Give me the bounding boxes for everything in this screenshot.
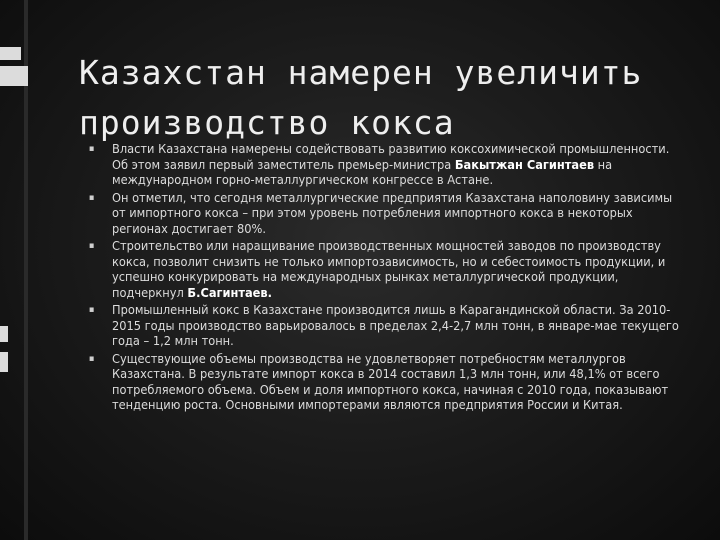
slide-title-line: производство кокса <box>79 103 455 142</box>
list-item <box>88 302 688 349</box>
bullet-text: Строительство или наращивание производственных мощностей заводов по производству кокса, позволит снизить не только импортозависимость, но и себестоимость продукции, и успешно конкурировать на международных рынках металлургической продукции, подчеркнул <box>112 238 666 300</box>
square-bullet-icon: ▪ <box>89 353 95 364</box>
bullet-text: на международном горно-металлургическом конгрессе в Астане. <box>112 156 613 187</box>
decorative-block <box>0 326 8 342</box>
bullet-bold-text: Б.Сагинтаев. <box>187 284 272 300</box>
list-item <box>88 351 688 413</box>
bullet-text: Власти Казахстана намерены содействовать развитию коксохимической промышленности. Об этом заявил первый заместитель премьер-министра <box>112 141 670 172</box>
slide-title <box>79 48 699 148</box>
square-bullet-icon: ▪ <box>89 305 95 315</box>
slide-title-line: Казахстан намерен увеличить <box>79 53 643 92</box>
bullet-list <box>88 141 688 415</box>
decorative-block <box>0 66 28 86</box>
decorative-block <box>0 47 21 60</box>
bullet-text: Промышленный кокс в Казахстане производится лишь в Карагандинской области. За 2010-2015 годы производство варьировалось в пределах 2,4-2,7 млн тонн, в январе-мае текущего года – 1,2 млн тонн. <box>112 302 679 348</box>
bullet-text: Существующие объемы производства не удовлетворяет потребностям металлургов Казахстана. В результате импорт кокса в 2014 составил 1,3 млн тонн, или 48,1% от всего потребляемого объема. Объем и доля импортного кокса, начиная с 2010 года, показывают тенденцию роста. Основными импортерами являются предприятия России и Китая. <box>112 350 669 412</box>
list-item <box>88 190 688 237</box>
list-item <box>88 238 688 300</box>
bullet-bold-text: Бакытжан Сагинтаев <box>454 156 595 172</box>
square-bullet-icon: ▪ <box>89 144 95 154</box>
square-bullet-icon: ▪ <box>89 192 95 203</box>
decorative-block <box>0 352 8 372</box>
square-bullet-icon: ▪ <box>89 241 95 251</box>
list-item <box>88 141 688 188</box>
bullet-text: Он отметил, что сегодня металлургические предприятия Казахстана наполовину зависимы от импортного кокса – при этом уровень потребления импортного кокса в некоторых регионах достигает 80%. <box>112 189 673 236</box>
